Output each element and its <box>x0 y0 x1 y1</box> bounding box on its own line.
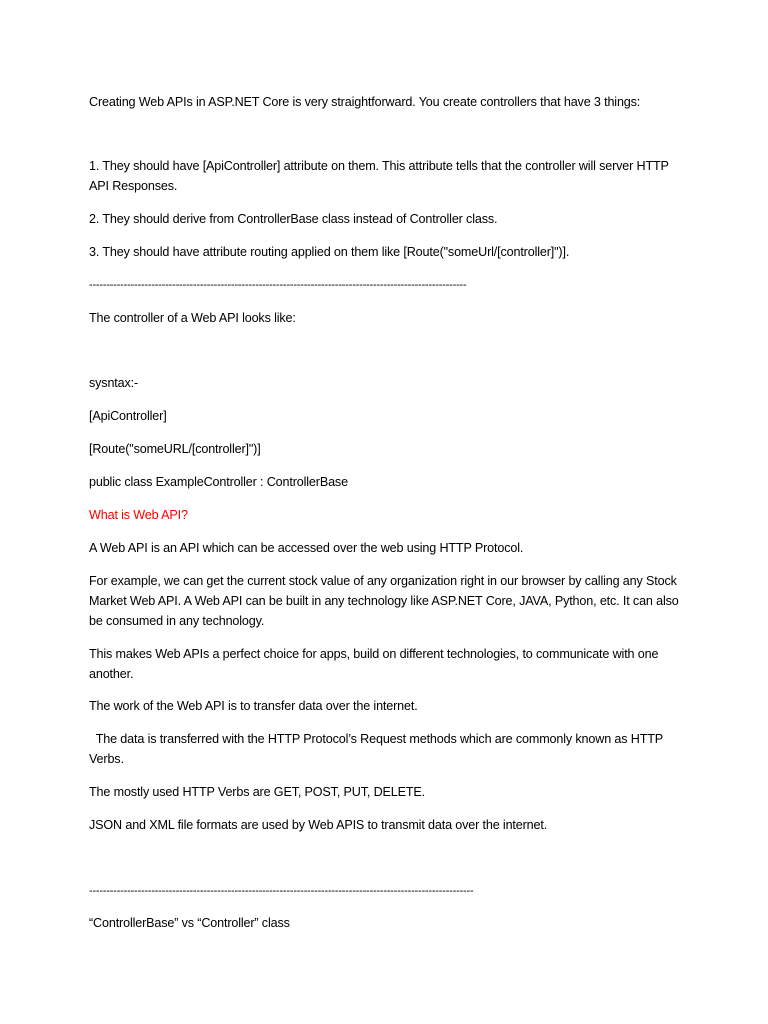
comparison-heading: “ControllerBase” vs “Controller” class <box>89 916 290 930</box>
divider-1: ------------------------------------------------------------------------------------------------------------- <box>89 279 467 291</box>
paragraph-1: A Web API is an API which can be accessed over the web using HTTP Protocol. <box>89 541 524 555</box>
paragraph-6: The mostly used HTTP Verbs are GET, POST, PUT, DELETE. <box>89 785 426 799</box>
intro-text: Creating Web APIs in ASP.NET Core is very straightforward. You create controllers that have 3 things: <box>89 95 641 109</box>
code-line-2: [Route("someURL/[controller]")] <box>89 442 261 456</box>
syntax-label: sysntax:- <box>89 376 139 390</box>
point-2: 2. They should derive from ControllerBase class instead of Controller class. <box>89 212 498 226</box>
point-3: 3. They should have attribute routing applied on them like [Route("someUrl/[controller]")]. <box>89 245 570 259</box>
paragraph-3: This makes Web APIs a perfect choice for apps, build on different technologies, to communicate with one another. <box>89 647 659 681</box>
point-1: 1. They should have [ApiController] attribute on them. This attribute tells that the controller will server HTTP API Responses. <box>89 159 669 193</box>
divider-2: --------------------------------------------------------------------------------------------------------------- <box>89 885 474 897</box>
paragraph-4: The work of the Web API is to transfer data over the internet. <box>89 699 418 713</box>
paragraph-5: The data is transferred with the HTTP Protocol’s Request methods which are commonly known as HTTP Verbs. <box>89 732 667 766</box>
code-line-3: public class ExampleController : ControllerBase <box>89 475 348 489</box>
code-line-1: [ApiController] <box>89 409 167 423</box>
what-is-web-api-heading: What is Web API? <box>89 508 188 522</box>
paragraph-2: For example, we can get the current stock value of any organization right in our browser by calling any Stock Market Web API. A Web API can be built in any technology like ASP.NET Core, JAVA, Python, etc. It can also be consumed in any technology. <box>89 574 679 628</box>
controller-heading: The controller of a Web API looks like: <box>89 311 296 325</box>
paragraph-7: JSON and XML file formats are used by Web APIS to transmit data over the internet. <box>89 818 548 832</box>
